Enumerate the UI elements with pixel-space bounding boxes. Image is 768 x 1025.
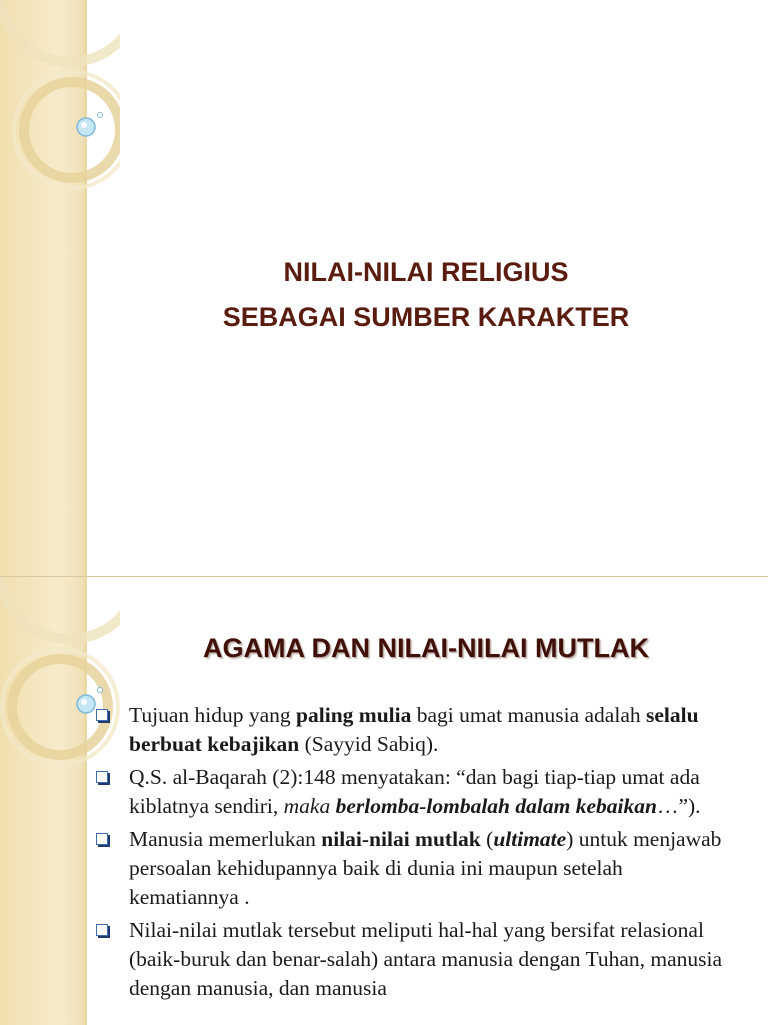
bullet-text: Q.S. al-Baqarah (2):148 menyatakan: “dan bagi tiap-tiap umat ada kiblatnya sendiri, (129, 765, 700, 818)
checkbox-bullet-icon (96, 924, 108, 936)
bullet-item (96, 916, 736, 1003)
bullet-bold-italic-text: ultimate (493, 827, 567, 851)
bullet-text: ( (480, 827, 494, 851)
bullet-bold-text: nilai-nilai mutlak (321, 827, 481, 851)
bullet-item (96, 763, 736, 821)
slide-1-title (84, 250, 768, 340)
bullet-item (96, 701, 736, 759)
bullet-text: Tujuan hidup yang (129, 703, 297, 727)
bullet-text: ) untuk menjawab persoalan kehidupannya baik di dunia ini maupun setelah kematiannya . (129, 827, 722, 909)
bullet-bold-italic-text: berlomba-lombalah dalam kebaikan (335, 794, 657, 818)
bullet-list (96, 701, 736, 1007)
checkbox-bullet-icon (96, 833, 108, 845)
bullet-text: (Sayyid Sabiq). (299, 732, 439, 756)
bullet-text: …”). (656, 794, 701, 818)
slide-2 (0, 576, 768, 1025)
slide-2-title: AGAMA DAN NILAI-NILAI MUTLAK (203, 633, 649, 663)
bullet-text: Nilai-nilai mutlak tersebut meliputi hal-hal yang bersifat relasional (baik-buruk dan benar-salah) antara manusia dengan Tuhan, manusia dengan manusia, dan manusia (129, 918, 723, 1000)
bullet-bold-text: paling mulia (296, 703, 412, 727)
bullet-italic-text: maka (283, 794, 331, 818)
bullet-bold-text: selalu berbuat kebajikan (129, 703, 699, 756)
bullet-text: bagi umat manusia adalah (411, 703, 646, 727)
checkbox-bullet-icon (96, 709, 108, 721)
bullet-item (96, 825, 736, 912)
title-line-1: NILAI-NILAI RELIGIUS (283, 257, 569, 287)
checkbox-bullet-icon (96, 771, 108, 783)
title-line-2: SEBAGAI SUMBER KARAKTER (222, 302, 630, 332)
bullet-text: Manusia memerlukan (129, 827, 322, 851)
